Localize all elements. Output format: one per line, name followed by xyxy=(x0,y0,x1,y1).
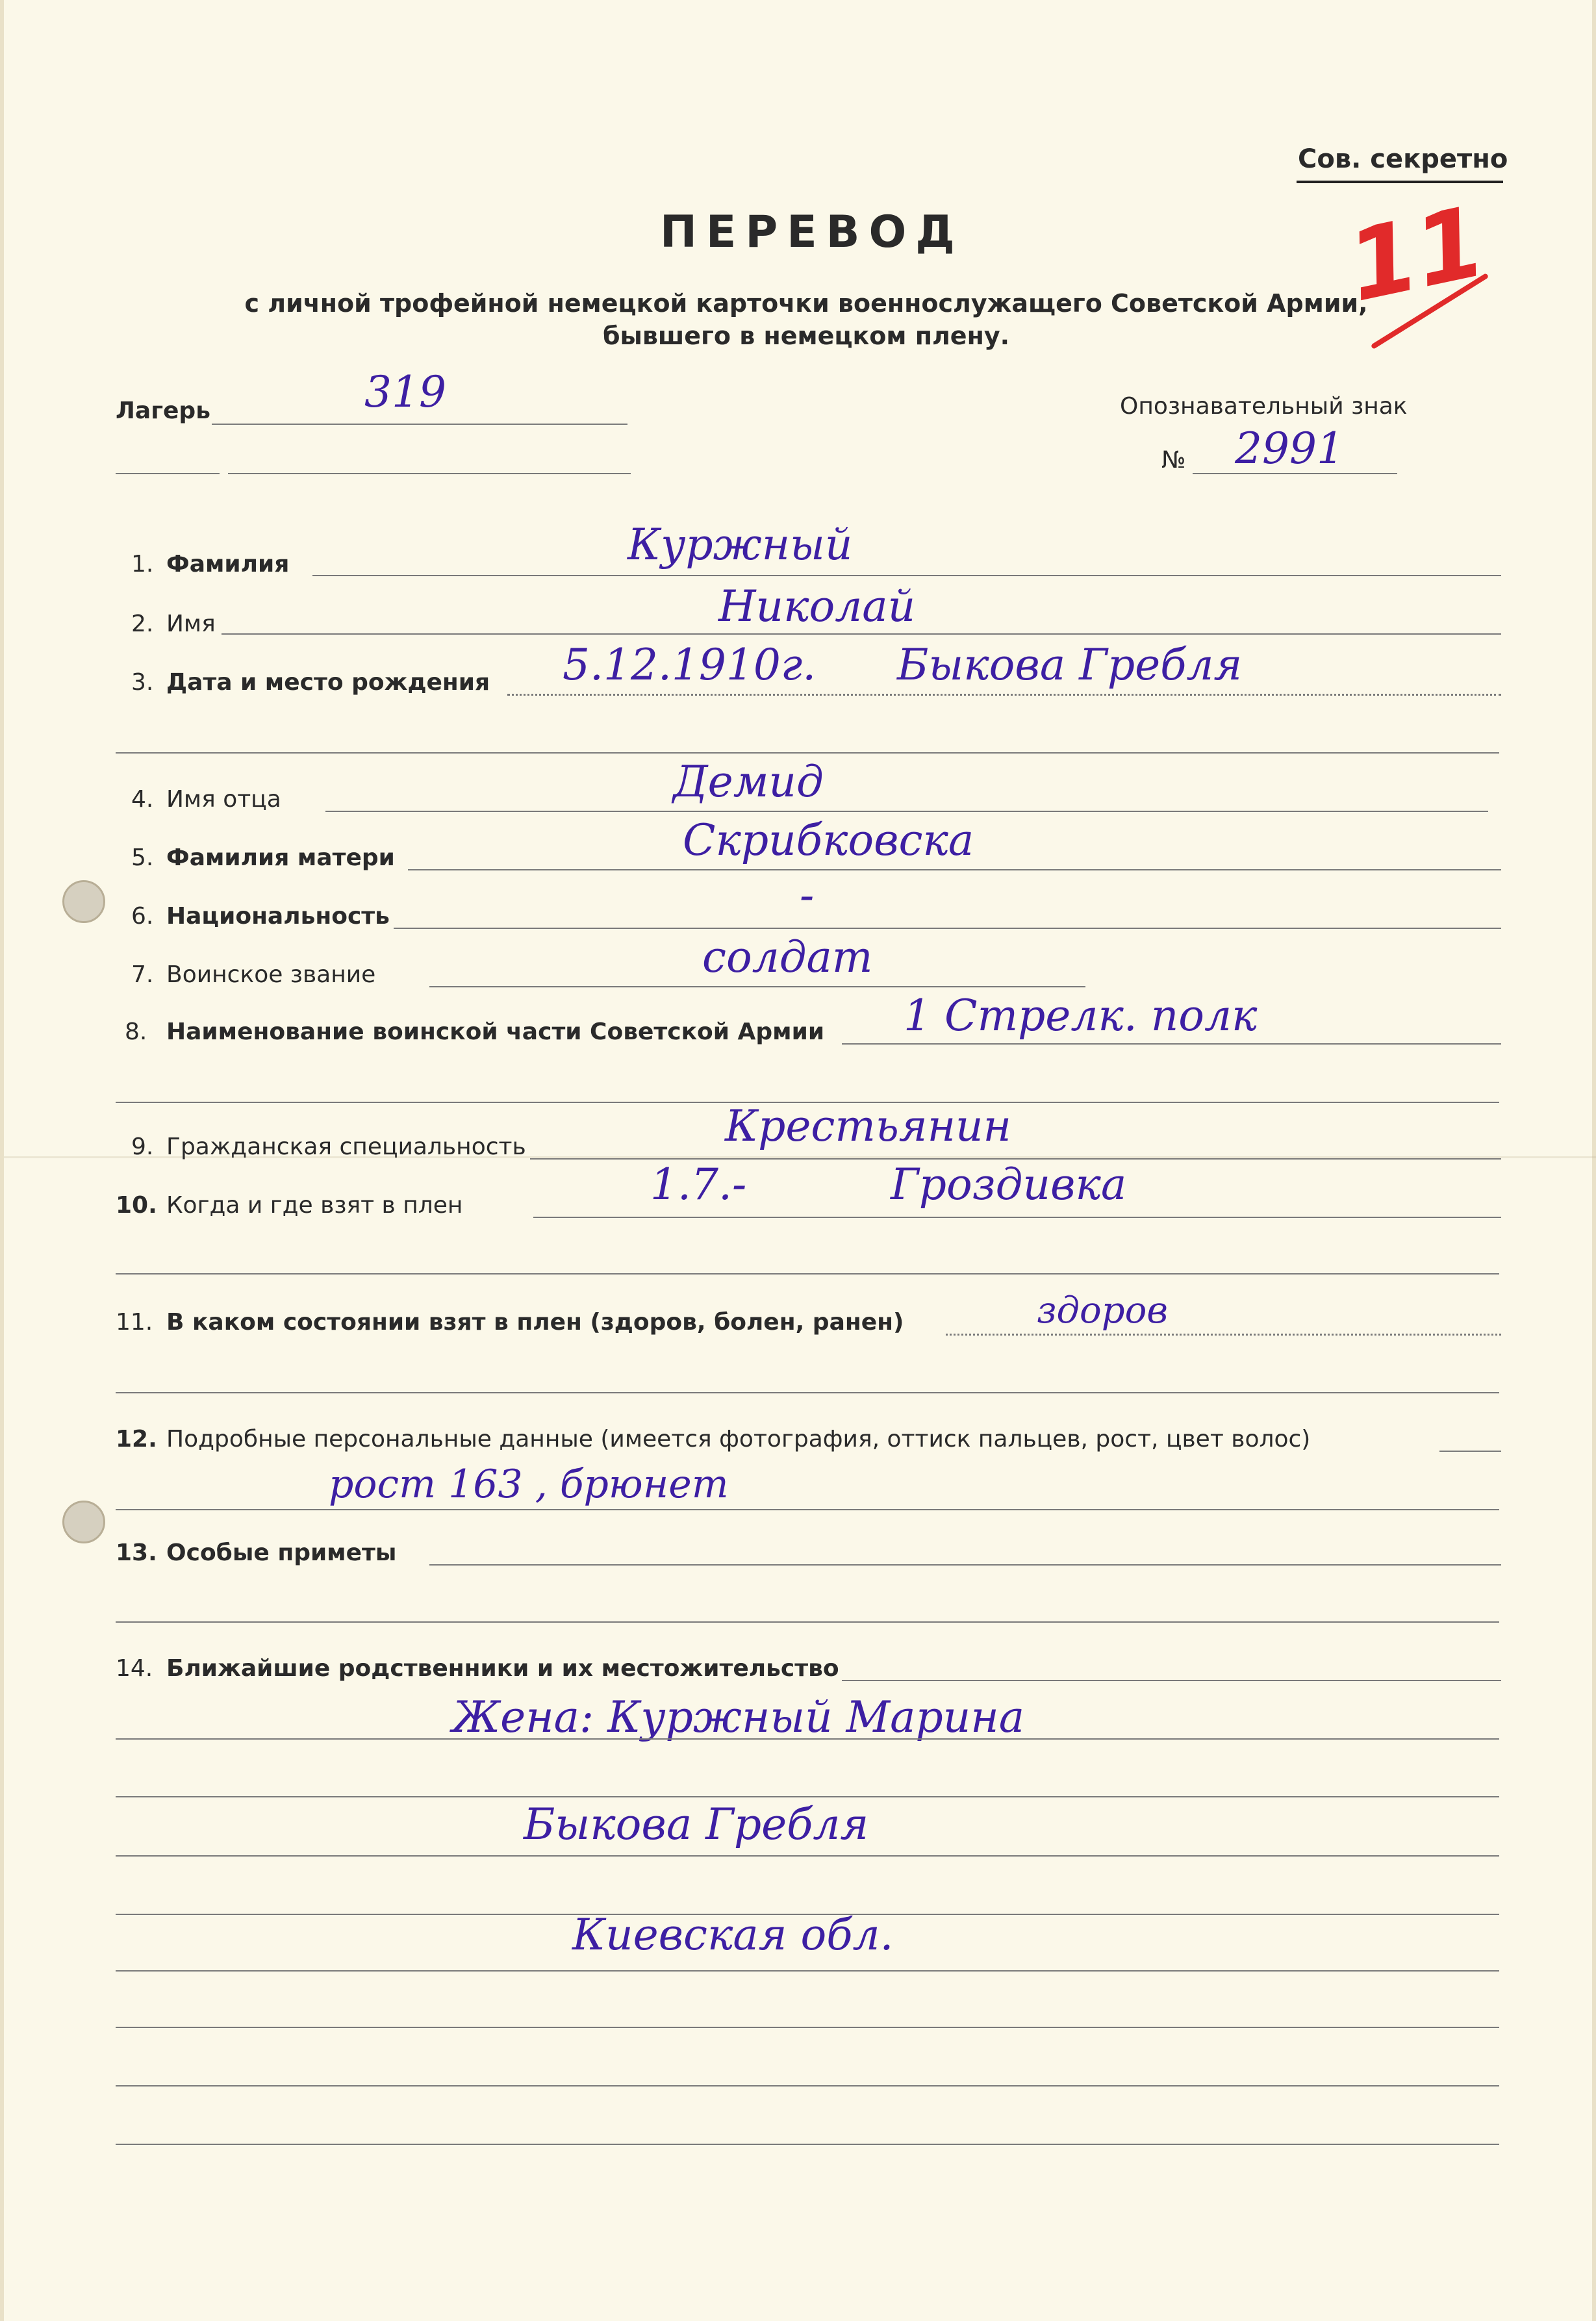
field-12-extra-line xyxy=(116,1509,1499,1510)
field-14-relative-value: Жена: Куржный Марина xyxy=(452,1692,1025,1742)
field-7-line xyxy=(429,986,1085,987)
field-13-line xyxy=(429,1564,1501,1566)
field-6-number: 6. xyxy=(131,903,154,930)
field-2-number: 2. xyxy=(131,611,154,637)
relatives-line-8 xyxy=(116,2144,1499,2145)
field-7-value: солдат xyxy=(702,932,873,982)
field-12-line xyxy=(1439,1451,1501,1452)
field-4-label: Имя отца xyxy=(166,786,281,813)
field-5-line xyxy=(408,869,1501,870)
field-11-line xyxy=(946,1334,1501,1336)
field-4-value: Демид xyxy=(673,757,824,807)
field-9-value: Крестьянин xyxy=(725,1101,1012,1151)
field-3-extra-line xyxy=(116,752,1499,754)
field-12-number: 12. xyxy=(116,1426,157,1452)
identification-label: Опознавательный знак xyxy=(1120,393,1408,420)
field-3-label: Дата и место рождения xyxy=(166,669,490,696)
field-1-label: Фамилия xyxy=(166,551,290,577)
field-2-value: Николай xyxy=(718,581,916,631)
field-4-line xyxy=(325,811,1488,812)
field-7-label: Воинское звание xyxy=(166,961,376,988)
relatives-line-1 xyxy=(116,1738,1499,1740)
field-10-number: 10. xyxy=(116,1192,157,1219)
subtitle-line-1: с личной трофейной немецкой карточки военнослужащего Советской Армии, xyxy=(244,289,1368,318)
field-13-number: 13. xyxy=(116,1540,157,1566)
field-14-region-value: Киевская обл. xyxy=(572,1910,894,1960)
field-8-number: 8. xyxy=(125,1019,147,1045)
field-3-date-value: 5.12.1910г. xyxy=(563,640,817,690)
field-6-value: - xyxy=(800,870,815,920)
relatives-line-6 xyxy=(116,2027,1499,2028)
field-7-number: 7. xyxy=(131,961,154,988)
identification-value: 2991 xyxy=(1235,424,1344,474)
field-14-village-value: Быкова Гребля xyxy=(524,1799,869,1849)
field-12-value: рост 163 , брюнет xyxy=(329,1462,729,1507)
relatives-line-3 xyxy=(116,1855,1499,1857)
field-5-number: 5. xyxy=(131,844,154,871)
field-1-value: Куржный xyxy=(627,520,853,570)
camp-line xyxy=(212,424,627,425)
red-handwritten-mark: 11 xyxy=(1338,185,1495,324)
document-title: ПЕРЕВОД xyxy=(660,207,964,258)
camp-extra-line-2 xyxy=(228,473,631,474)
field-3-line xyxy=(507,694,1501,696)
field-10-date-value: 1.7.- xyxy=(650,1160,747,1210)
subtitle-line-2: бывшего в немецком плену. xyxy=(602,322,1010,350)
field-14-line xyxy=(842,1680,1501,1681)
field-11-value: здоров xyxy=(1037,1289,1168,1332)
field-12-label: Подробные персональные данные (имеется фотография, оттиск пальцев, рост, цвет волос) xyxy=(166,1426,1311,1452)
field-2-label: Имя xyxy=(166,611,216,637)
field-8-label: Наименование воинской части Советской Армии xyxy=(166,1019,825,1045)
field-13-label: Особые приметы xyxy=(166,1540,397,1566)
classification-underline xyxy=(1297,181,1503,183)
field-3-place-value: Быкова Гребля xyxy=(897,640,1243,690)
field-10-label: Когда и где взят в плен xyxy=(166,1192,463,1219)
camp-value: 319 xyxy=(364,367,446,417)
field-4-number: 4. xyxy=(131,786,154,813)
field-9-label: Гражданская специальность xyxy=(166,1134,526,1160)
field-10-extra-line xyxy=(116,1273,1499,1275)
field-11-extra-line xyxy=(116,1392,1499,1393)
field-11-number: 11. xyxy=(116,1309,153,1336)
relatives-line-7 xyxy=(116,2085,1499,2086)
field-5-value: Скрибковска xyxy=(683,815,974,865)
field-9-number: 9. xyxy=(131,1134,154,1160)
field-1-number: 1. xyxy=(131,551,154,577)
identification-number-prefix: № xyxy=(1161,447,1186,474)
field-2-line xyxy=(222,633,1501,635)
camp-extra-line-1 xyxy=(116,473,220,474)
field-1-line xyxy=(312,575,1501,576)
relatives-line-5 xyxy=(116,1970,1499,1972)
relatives-line-2 xyxy=(116,1796,1499,1797)
field-3-number: 3. xyxy=(131,669,154,696)
field-14-number: 14. xyxy=(116,1655,153,1682)
field-5-label: Фамилия матери xyxy=(166,844,395,871)
field-11-label: В каком состоянии взят в плен (здоров, болен, ранен) xyxy=(166,1309,904,1336)
field-13-extra-line xyxy=(116,1621,1499,1623)
field-14-label: Ближайшие родственники и их местожительство xyxy=(166,1655,839,1682)
field-10-line xyxy=(533,1217,1501,1218)
punch-hole-upper xyxy=(62,880,105,923)
punch-hole-lower xyxy=(62,1501,105,1543)
classification-label: Сов. секретно xyxy=(1298,144,1508,174)
field-8-value: 1 Стрелк. полк xyxy=(904,991,1258,1041)
field-8-line xyxy=(842,1043,1501,1045)
field-6-line xyxy=(394,928,1501,929)
field-6-label: Национальность xyxy=(166,903,390,930)
field-10-place-value: Гроздивка xyxy=(891,1160,1127,1210)
camp-label: Лагерь xyxy=(116,398,210,424)
